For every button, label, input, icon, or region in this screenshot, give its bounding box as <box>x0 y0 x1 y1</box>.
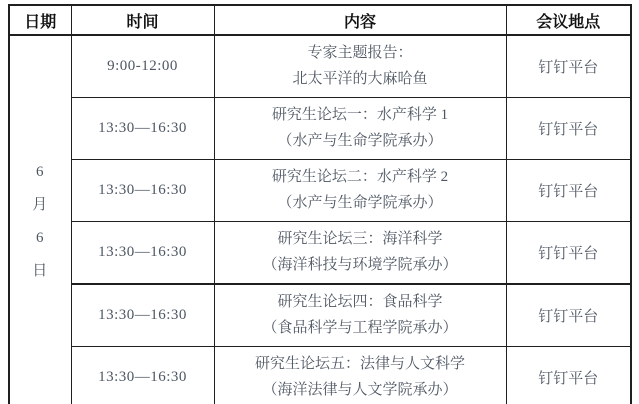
date-cell <box>9 35 71 404</box>
content-cell <box>214 284 506 347</box>
schedule-table <box>8 4 632 404</box>
location-cell: 钉钉平台 <box>506 284 631 347</box>
content-line-2: （海洋科技与环境学院承办） <box>262 256 458 273</box>
content-line-2: （食品科学与工程学院承办） <box>262 319 458 336</box>
time-cell: 9:00-12:00 <box>71 35 214 98</box>
table-row <box>9 160 631 222</box>
date-char: 月 <box>32 197 49 213</box>
header-content: 内容 <box>214 5 506 35</box>
content-line-1: 研究生论坛五：法律与人文科学 <box>254 356 465 373</box>
table-row <box>9 222 631 285</box>
table-row <box>9 35 631 98</box>
content-line-1: 专家主题报告： <box>307 45 413 62</box>
time-cell: 13:30—16:30 <box>71 160 214 222</box>
content-line-1: 研究生论坛一：水产科学 1 <box>271 107 449 124</box>
content-cell <box>214 347 506 404</box>
time-cell: 13:30—16:30 <box>71 98 214 160</box>
content-cell <box>214 35 506 98</box>
time-cell: 13:30—16:30 <box>71 347 214 404</box>
content-line-1: 研究生论坛三：海洋科学 <box>277 231 443 248</box>
content-line-1: 研究生论坛四：食品科学 <box>277 294 443 311</box>
date-char: 6 <box>36 164 45 180</box>
header-row <box>9 5 631 35</box>
content-cell <box>214 222 506 285</box>
time-cell: 13:30—16:30 <box>71 222 214 285</box>
location-cell: 钉钉平台 <box>506 98 631 160</box>
content-line-2: （水产与生命学院承办） <box>277 132 443 149</box>
content-line-2: （海洋法律与人文学院承办） <box>262 381 458 398</box>
content-line-2: 北太平洋的大麻哈鱼 <box>292 70 428 87</box>
content-cell <box>214 160 506 222</box>
location-cell: 钉钉平台 <box>506 35 631 98</box>
header-location: 会议地点 <box>506 5 631 35</box>
table-row <box>9 284 631 347</box>
time-cell: 13:30—16:30 <box>71 284 214 347</box>
table-row <box>9 98 631 160</box>
content-line-2: （水产与生命学院承办） <box>277 194 443 211</box>
header-date: 日期 <box>9 5 71 35</box>
content-cell <box>214 98 506 160</box>
date-char: 6 <box>36 230 45 246</box>
location-cell: 钉钉平台 <box>506 347 631 404</box>
location-cell: 钉钉平台 <box>506 160 631 222</box>
table-row <box>9 347 631 404</box>
header-time: 时间 <box>71 5 214 35</box>
content-line-1: 研究生论坛二：水产科学 2 <box>271 169 449 186</box>
location-cell: 钉钉平台 <box>506 222 631 285</box>
date-char: 日 <box>32 263 49 279</box>
